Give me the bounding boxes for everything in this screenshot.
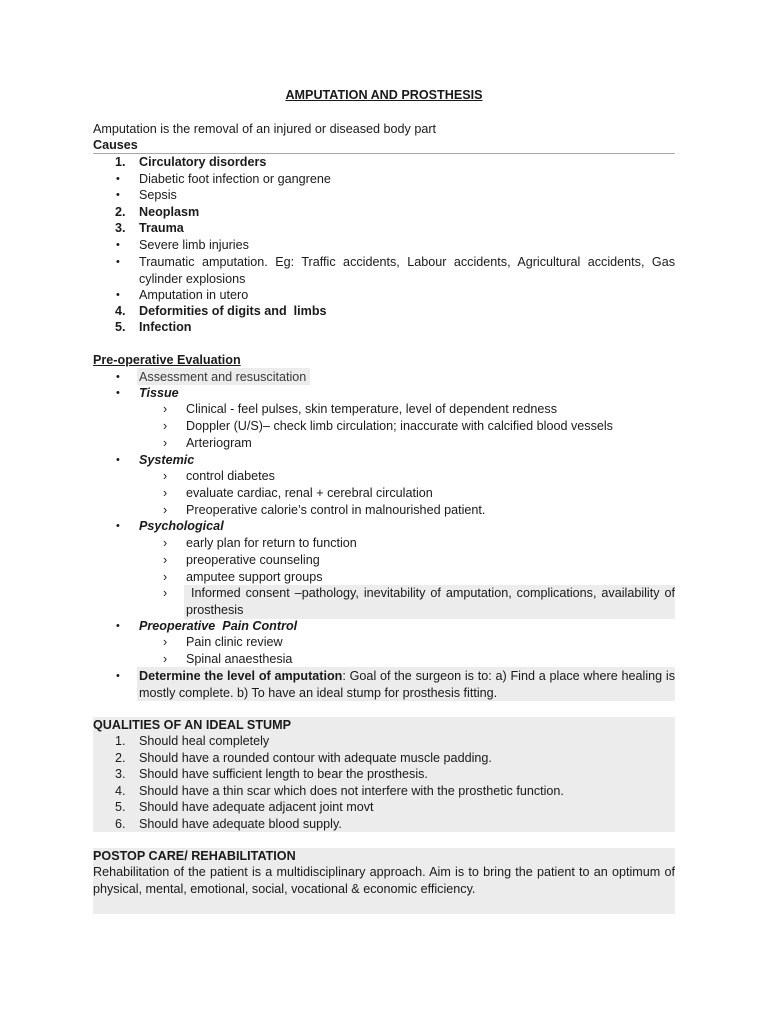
systemic-item: evaluate cardiac, renal + cerebral circulation [186, 486, 433, 500]
list-marker: • [116, 239, 120, 251]
cause-item: Diabetic foot infection or gangrene [139, 172, 331, 186]
assessment-item: Assessment and resuscitation [139, 370, 307, 384]
psychological-label: Psychological [139, 519, 224, 533]
systemic-item: Preoperative calorie’s control in malnourished patient. [186, 503, 486, 517]
cause-item: Trauma [139, 221, 184, 235]
qualities-number: 3. [115, 767, 126, 781]
level-bold: Determine the level of amputation [139, 669, 343, 683]
qualities-heading: QUALITIES OF AN IDEAL STUMP [93, 718, 292, 732]
cause-item: Circulatory disorders [139, 155, 267, 169]
qualities-number: 6. [115, 817, 126, 831]
cause-item: Traumatic amputation. Eg: Traffic accidents, Labour accidents, Agricultural accidents, Gas cylinder explosions [139, 255, 675, 286]
list-marker: • [116, 256, 120, 268]
sub-marker: › [163, 436, 168, 450]
psychological-item: preoperative counseling [186, 553, 320, 567]
page-title: AMPUTATION AND PROSTHESIS [285, 88, 483, 102]
postop-text: Rehabilitation of the patient is a multidisciplinary approach. Aim is to bring the patient to an optimum of physical, mental, emotional, social, vocational & economic efficiency. [93, 865, 675, 896]
sub-marker: › [163, 586, 168, 600]
pain-item: Spinal anaesthesia [186, 652, 293, 666]
level-rest: : Goal of the surgeon is to: a) Find a place where healing is mostly complete. b) To have an ideal stump for prosthesis fitting. [139, 669, 675, 700]
tissue-item: Doppler (U/S)– check limb circulation; inaccurate with calcified blood vessels [186, 419, 613, 433]
sub-marker: › [163, 536, 168, 550]
pain-label: Preoperative Pain Control [139, 619, 298, 633]
list-marker: • [116, 189, 120, 201]
quality-item: Should have adequate blood supply. [139, 817, 342, 831]
tissue-item: Clinical - feel pulses, skin temperature, level of dependent redness [186, 402, 558, 416]
postop-heading: POSTOP CARE/ REHABILITATION [93, 849, 296, 863]
list-marker: • [116, 289, 120, 301]
level-item [139, 668, 675, 701]
quality-item: Should have sufficient length to bear the prosthesis. [139, 767, 428, 781]
qualities-number: 4. [115, 784, 126, 798]
list-marker: 5. [115, 320, 126, 334]
list-marker: 3. [115, 221, 126, 235]
quality-item: Should have a thin scar which does not interfere with the prosthetic function. [139, 784, 564, 798]
tissue-item: Arteriogram [186, 436, 252, 450]
systemic-item: control diabetes [186, 469, 275, 483]
bullet-marker: • [116, 620, 120, 632]
sub-marker: › [163, 469, 168, 483]
list-marker: 1. [115, 155, 126, 169]
list-marker: 4. [115, 304, 126, 318]
preop-heading: Pre-operative Evaluation [93, 353, 241, 367]
causes-heading: Causes [93, 138, 138, 152]
cause-item: Neoplasm [139, 205, 200, 219]
bullet-marker: • [116, 670, 120, 682]
intro-text: Amputation is the removal of an injured or diseased body part [93, 122, 437, 136]
tissue-label: Tissue [139, 386, 179, 400]
bullet-marker: • [116, 387, 120, 399]
cause-item: Infection [139, 320, 192, 334]
sub-marker: › [163, 486, 168, 500]
sub-marker: › [163, 503, 168, 517]
bullet-marker: • [116, 520, 120, 532]
bullet-marker: • [116, 454, 120, 466]
list-marker: • [116, 173, 120, 185]
qualities-number: 1. [115, 734, 126, 748]
psychological-item: early plan for return to function [186, 536, 357, 550]
cause-item: Severe limb injuries [139, 238, 249, 252]
quality-item: Should heal completely [139, 734, 270, 748]
sub-marker: › [163, 553, 168, 567]
psychological-item: Informed consent –pathology, inevitability of amputation, complications, availability of prosthesis [186, 586, 679, 617]
sub-marker: › [163, 652, 168, 666]
cause-item: Deformities of digits and limbs [139, 304, 327, 318]
sub-marker: › [163, 635, 168, 649]
psychological-item: amputee support groups [186, 570, 323, 584]
quality-item: Should have a rounded contour with adequate muscle padding. [139, 751, 492, 765]
cause-item: Sepsis [139, 188, 177, 202]
sub-marker: › [163, 402, 168, 416]
systemic-label: Systemic [139, 453, 195, 467]
sub-marker: › [163, 419, 168, 433]
qualities-number: 2. [115, 751, 126, 765]
cause-item: Amputation in utero [139, 288, 249, 302]
bullet-marker: • [116, 371, 120, 383]
sub-marker: › [163, 570, 168, 584]
qualities-number: 5. [115, 800, 126, 814]
list-marker: 2. [115, 205, 126, 219]
quality-item: Should have adequate adjacent joint movt [139, 800, 374, 814]
pain-item: Pain clinic review [186, 635, 283, 649]
